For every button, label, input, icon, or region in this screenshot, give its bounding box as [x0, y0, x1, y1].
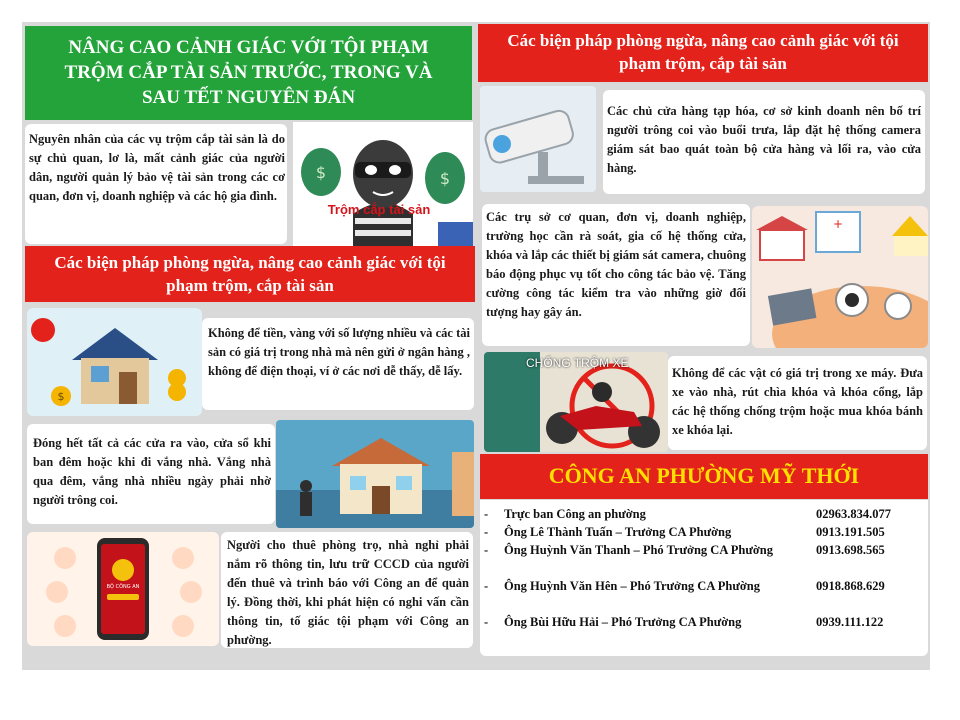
- measures-banner-right: [478, 24, 928, 82]
- contact-name: Ông Bùi Hữu Hải – Phó Trưởng CA Phường: [504, 615, 742, 629]
- home-valuables-card: [202, 318, 474, 410]
- svg-text:$: $: [439, 169, 451, 188]
- thief-caption: Trộm cắp tài sản: [327, 202, 431, 217]
- contact-dash: -: [484, 525, 489, 539]
- main-title-banner: [25, 26, 472, 120]
- contact-dash: -: [484, 543, 489, 557]
- rentals-card: [221, 532, 473, 648]
- cause-card: [25, 124, 287, 244]
- contact-dash: -: [484, 507, 489, 521]
- police-app-illustration: [27, 532, 219, 646]
- contact-name: Ông Lê Thành Tuấn – Trưởng CA Phường: [504, 525, 732, 539]
- contact-phone: 0918.868.629: [816, 579, 885, 593]
- house-money-illustration: [27, 308, 202, 416]
- contact-phone: 02963.834.077: [816, 507, 891, 521]
- close-doors-card: [27, 424, 275, 524]
- measures-banner-left: [25, 246, 475, 302]
- close-doors-text: Đóng hết tất cả các cửa ra vào, cửa sổ khi ban đêm hoặc khi đi vắng nhà. Vắng nhà qua đêm, vắng nhà nhiều ngày phải nhờ người trông coi.: [33, 436, 271, 507]
- shops-text: Các chủ cửa hàng tạp hóa, cơ sở kinh doanh nên bố trí người trông coi vào buổi trưa, lắp đặt hệ thống camera giám sát bao quát toàn bộ cửa hàng và lối ra, vào cửa hàng.: [607, 104, 921, 175]
- offices-text: Các trụ sở cơ quan, đơn vị, doanh nghiệp, trường học cần rà soát, gia cố hệ thống cửa, khóa và lắp các thiết bị giám sát camera, chuông báo động phục vụ tốt cho công tác bảo vệ. Tăng cường công tác kiểm tra vào những giờ đối tượng hay gây án.: [486, 210, 746, 319]
- contact-name: Ông Huỳnh Văn Hên – Phó Trưởng CA Phường: [504, 579, 760, 593]
- contacts-card: [480, 500, 928, 656]
- svg-text:$: $: [315, 163, 327, 182]
- svg-text:$: $: [57, 390, 65, 403]
- contact-dash: -: [484, 615, 489, 629]
- cause-text: Nguyên nhân của các vụ trộm cắp tài sản là do sự chủ quan, lơ là, mất cảnh giác của người dân, người quản lý bảo vệ tài sản trong các cơ quan, đơn vị, doanh nghiệp và các hộ gia đình.: [29, 132, 285, 203]
- police-banner: [480, 454, 928, 499]
- anti-theft-bike-illustration: [484, 352, 668, 452]
- svg-text:+: +: [832, 217, 844, 231]
- police-title: CÔNG AN PHƯỜNG MỸ THỚI: [548, 463, 860, 488]
- main-title: NÂNG CAO CẢNH GIÁC VỚI TỘI PHẠM TRỘM CẮP TÀI SẢN TRƯỚC, TRONG VÀ SAU TẾT NGUYÊN ĐÁN: [64, 37, 433, 108]
- rentals-text: Người cho thuê phòng trọ, nhà nghỉ phải nắm rõ thông tin, lưu trữ CCCD của người đến thuê và trình báo với Công an để quản lý. Đồng thời, khi phát hiện có nghi vấn cần thông tin, tố giác tội phạm với Công an phường.: [227, 538, 469, 647]
- home-valuables-text: Không để tiền, vàng với số lượng nhiều và các tài sản có giá trị trong nhà mà nên gửi ở ngân hàng , không để điện thoại, ví ở các nơi dễ thấy, dễ lấy.: [208, 326, 470, 378]
- cctv-camera-illustration: [480, 86, 596, 192]
- contact-phone: 0913.698.565: [816, 543, 885, 557]
- measures-heading-left: Các biện pháp phòng ngừa, nâng cao cảnh giác với tội phạm trộm, cắp tài sản: [54, 253, 446, 295]
- security-devices-illustration: [752, 206, 928, 348]
- thief-illustration: [293, 122, 473, 246]
- contact-phone: 0939.111.122: [816, 615, 884, 629]
- offices-card: [482, 204, 750, 346]
- contact-name: Ông Huỳnh Văn Thanh – Phó Trưởng CA Phường: [504, 543, 773, 557]
- motorbike-card: [668, 356, 927, 450]
- measures-heading-right: Các biện pháp phòng ngừa, nâng cao cảnh giác với tội phạm trộm, cắp tài sản: [507, 31, 899, 73]
- shops-card: [603, 90, 925, 194]
- contact-list: [484, 506, 914, 646]
- contact-name: Trực ban Công an phường: [504, 507, 646, 521]
- motorbike-text: Không để các vật có giá trị trong xe máy. Đưa xe vào nhà, rút chìa khóa và khóa cổng, lắp các hệ thống chống trộm hoặc mua khóa bánh xe khóa lại.: [672, 366, 923, 437]
- contact-dash: -: [484, 579, 489, 593]
- bike-sign: CHỐNG TRỘM XE: [526, 356, 629, 370]
- app-label: BỘ CÔNG AN: [106, 584, 140, 590]
- contact-phone: 0913.191.505: [816, 525, 885, 539]
- burglar-house-illustration: [276, 420, 474, 528]
